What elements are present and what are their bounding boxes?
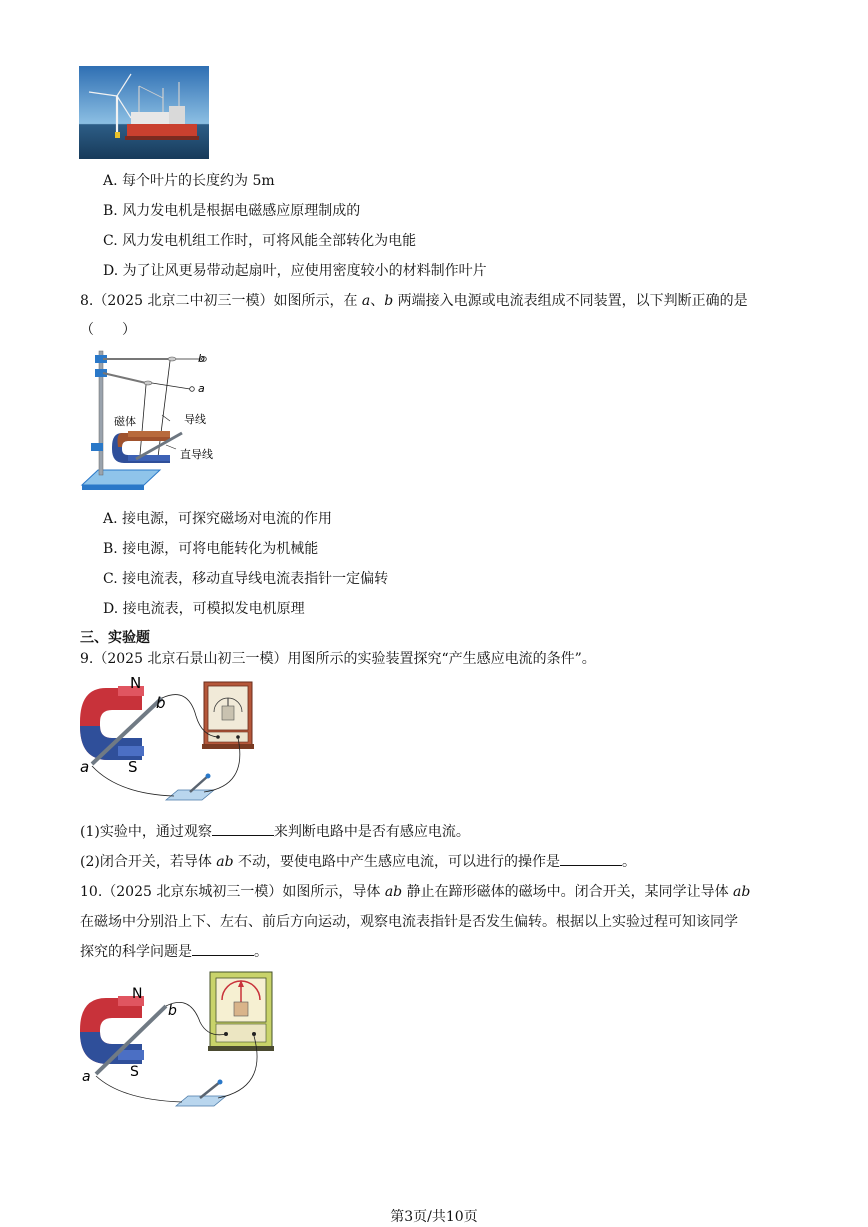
q7-option-c: C. 风力发电机组工作时，可将风能全部转化为电能 [103, 233, 417, 249]
answer-blank[interactable] [192, 943, 254, 956]
q10-label-a: a [82, 1069, 91, 1085]
answer-blank[interactable] [212, 823, 274, 836]
q10-line-1: 10.（2025 北京东城初三一模）如图所示，导体 ab 静止在蹄形磁体的磁场中。闭合开关，某同学让导体 ab [80, 884, 751, 900]
wind-turbine-photo [79, 66, 209, 159]
q10-label-b: b [168, 1003, 177, 1019]
q9-question: 9.（2025 北京石景山初三一模）用图所示的实验装置探究“产生感应电流的条件”。 [80, 651, 596, 667]
q7-option-b: B. 风力发电机是根据电磁感应原理制成的 [103, 203, 361, 219]
q9-label-a: a [80, 758, 90, 776]
q8-option-b: B. 接电源，可将电能转化为机械能 [103, 541, 319, 557]
q10-line-2: 在磁场中分别沿上下、左右、前后方向运动，观察电流表指针是否发生偏转。根据以上实验过程可知该同学 [80, 914, 738, 930]
q10-line-3: 探究的科学问题是 。 [80, 944, 268, 960]
answer-blank[interactable] [560, 853, 622, 866]
q10-figure [78, 970, 278, 1112]
q9-sub2: (2)闭合开关，若导体 ab 不动，要使电路中产生感应电流，可以进行的操作是 。 [80, 854, 637, 870]
q7-option-d: D. 为了让风更易带动起扇叶，应使用密度较小的材料制作叶片 [103, 263, 487, 279]
q8-question: 8.（2025 北京二中初三一模）如图所示，在 a、b 两端接入电源或电流表组成不同装置，以下判断正确的是 [80, 293, 748, 309]
q8-option-d: D. 接电流表，可模拟发电机原理 [103, 601, 305, 617]
q8-option-c: C. 接电流表，移动直导线电流表指针一定偏转 [103, 571, 389, 587]
q10-label-N: N [132, 986, 143, 1002]
q9-label-b: b [156, 694, 166, 712]
q8-figure [78, 345, 228, 495]
q9-label-S: S [128, 758, 138, 776]
q8-option-a: A. 接电源，可探究磁场对电流的作用 [103, 511, 333, 527]
q10-label-S: S [130, 1064, 139, 1080]
q7-option-a: A. 每个叶片的长度约为 5m [103, 173, 275, 189]
q9-label-N: N [130, 676, 142, 692]
q8-label-wire: 导线 [184, 413, 206, 426]
page-number: 第3页/共10页 [390, 1209, 478, 1225]
section-title: 三、实验题 [80, 630, 150, 646]
q8-label-b: b [198, 352, 205, 365]
q8-label-magnet: 磁体 [114, 415, 136, 428]
q8-label-a: a [198, 382, 205, 395]
q9-sub1: (1)实验中，通过观察 来判断电路中是否有感应电流。 [80, 824, 470, 840]
q8-answer-paren: （ ） [80, 322, 136, 338]
q8-label-straight-wire: 直导线 [180, 448, 213, 461]
q9-figure [78, 676, 258, 808]
